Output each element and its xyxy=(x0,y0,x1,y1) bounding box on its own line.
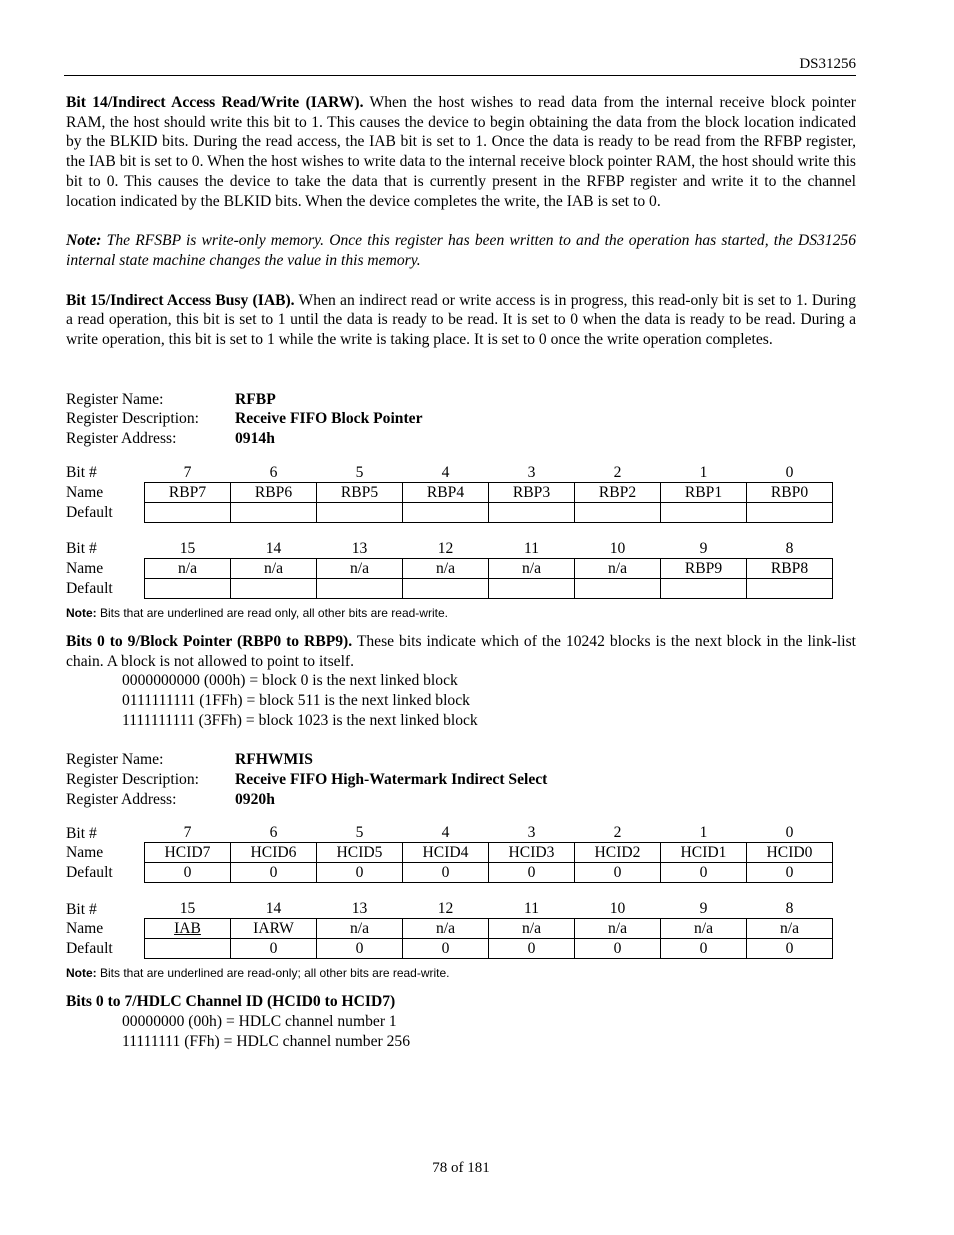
rbp-value: 0000000000 (000h) = block 0 is the next linked block xyxy=(122,672,458,690)
rbp-paragraph xyxy=(66,632,856,671)
bit-name: RBP9 xyxy=(661,558,747,578)
bit-number: 6 xyxy=(269,824,278,842)
bit-default xyxy=(231,502,317,522)
bit-default: 0 xyxy=(231,863,317,883)
rbp-value-list xyxy=(66,671,856,730)
bit-name: n/a xyxy=(747,919,833,939)
bit-number: 2 xyxy=(613,463,622,481)
bit-default xyxy=(231,578,317,598)
content-flow xyxy=(66,93,856,1052)
rfhwmis-low-bits-table xyxy=(66,823,833,883)
bit-default: 0 xyxy=(575,863,661,883)
bit-default: 0 xyxy=(489,939,575,959)
bit-name: RBP6 xyxy=(231,482,317,502)
bit-number: 0 xyxy=(785,463,794,481)
rfbp-register-info xyxy=(66,390,856,449)
header-rule xyxy=(64,75,856,76)
bit-number: 4 xyxy=(441,824,450,842)
note-text: Bits that are underlined are read-only; all other bits are read-write. xyxy=(96,966,450,981)
bit-number: 0 xyxy=(785,824,794,842)
bit-name: RBP3 xyxy=(489,482,575,502)
rfhwmis-register-info xyxy=(66,750,856,809)
bit-number: 2 xyxy=(613,824,622,842)
bit-default: 0 xyxy=(661,939,747,959)
bit-number: 12 xyxy=(437,900,454,918)
bit-number: 1 xyxy=(699,463,708,481)
bit-number: 11 xyxy=(523,900,539,918)
bit-default: 0 xyxy=(747,939,833,959)
bit-default xyxy=(661,578,747,598)
bit-name: HCID7 xyxy=(145,843,231,863)
note-text: Bits that are underlined are read only, all other bits are read-write. xyxy=(96,605,448,620)
default-label: Default xyxy=(66,503,113,521)
bit-name: n/a xyxy=(317,919,403,939)
bit-name: RBP0 xyxy=(747,482,833,502)
rfbp-table-note xyxy=(66,606,856,620)
bit-name: n/a xyxy=(489,558,575,578)
iab-paragraph xyxy=(66,291,856,350)
bit-number: 3 xyxy=(527,824,536,842)
bit-name: IARW xyxy=(231,919,317,939)
rfhwmis-table-note xyxy=(66,966,856,980)
bit-default xyxy=(489,578,575,598)
bit-number: 6 xyxy=(269,463,278,481)
rfsbp-note-label: Note: xyxy=(66,232,102,250)
bit-number: 15 xyxy=(179,900,196,918)
bit-default xyxy=(145,502,231,522)
bit-number: 8 xyxy=(785,539,794,557)
bit-default: 0 xyxy=(145,863,231,883)
bit-number: 13 xyxy=(351,539,368,557)
bit-default: 0 xyxy=(317,939,403,959)
bit-name: RBP7 xyxy=(145,482,231,502)
bit-number: 8 xyxy=(785,900,794,918)
bit-number: 12 xyxy=(437,539,454,557)
bit-number: 1 xyxy=(699,824,708,842)
name-label: Name xyxy=(66,483,104,501)
bit-name: HCID1 xyxy=(661,843,747,863)
bit-default xyxy=(575,502,661,522)
rfhwmis-high-bits-table xyxy=(66,899,833,959)
note-label: Note: xyxy=(66,966,97,981)
hcid-paragraph xyxy=(66,992,856,1012)
bit-name: HCID0 xyxy=(747,843,833,863)
name-label: Name xyxy=(66,559,104,577)
register-name: RFBP xyxy=(235,390,276,408)
bit-default xyxy=(747,578,833,598)
rbp-value: 0111111111 (1FFh) = block 511 is the next linked block xyxy=(122,691,470,709)
hcid-title: Bits 0 to 7/HDLC Channel ID (HCID0 to HCID7) xyxy=(66,993,396,1011)
bit-name: n/a xyxy=(575,558,661,578)
register-address-label: Register Address: xyxy=(66,790,177,808)
iarw-text: When the host wishes to read data from the internal receive block pointer RAM, the host should write this bit to 1. This causes the device to begin obtaining the data from the block location indicated by the BLKID bits. During the read access, the IAB bit is set to 1. Once the data is ready to be read from the RFBP register, the IAB bit is set to 0. When the host wishes to write data to the internal receive block pointer RAM, the host should write this bit to 0. This causes the device to take the data that is currently present in the RFBP register and write it to the channel location indicated by the BLKID bits. When the device completes the write, the IAB is set to 0. xyxy=(66,94,856,210)
bit-default xyxy=(317,578,403,598)
rbp-title: Bits 0 to 9/Block Pointer (RBP0 to RBP9). xyxy=(66,632,353,650)
bit-number: 7 xyxy=(183,463,192,481)
bit-default xyxy=(145,578,231,598)
bit-default xyxy=(403,578,489,598)
iarw-paragraph xyxy=(66,93,856,211)
bit-number: 10 xyxy=(609,539,626,557)
bit-number: 4 xyxy=(441,463,450,481)
bit-name: n/a xyxy=(661,919,747,939)
name-label: Name xyxy=(66,920,104,938)
bit-name: n/a xyxy=(575,919,661,939)
bit-number: 15 xyxy=(179,539,196,557)
register-description: Receive FIFO Block Pointer xyxy=(235,410,423,428)
bit-number: 10 xyxy=(609,900,626,918)
bit-name: RBP4 xyxy=(403,482,489,502)
hcid-value: 00000000 (00h) = HDLC channel number 1 xyxy=(122,1013,397,1031)
bit-name xyxy=(145,919,231,939)
page-number: 78 of 181 xyxy=(432,1160,490,1176)
rfbp-low-bits-table xyxy=(66,463,833,523)
bit-number: 5 xyxy=(355,463,364,481)
bit-name: HCID2 xyxy=(575,843,661,863)
iab-text: When an indirect read or write access is in progress, this read-only bit is set to 1. During a read operation, this bit is set to 1 until the data is ready to be read. It is set to 0 when the data is ready to be read. During a write operation, this bit is set to 1 while the write is taking place. It is set to 0 once the write operation completes. xyxy=(66,291,856,349)
bit-number: 9 xyxy=(699,539,708,557)
register-description-label: Register Description: xyxy=(66,771,199,789)
note-label: Note: xyxy=(66,605,97,620)
bit-number: 13 xyxy=(351,900,368,918)
bit-label: Bit # xyxy=(66,824,97,842)
bit-number: 5 xyxy=(355,824,364,842)
bit-default: 0 xyxy=(489,863,575,883)
bit-name: HCID5 xyxy=(317,843,403,863)
rbp-value: 1111111111 (3FFh) = block 1023 is the next linked block xyxy=(122,711,478,729)
hcid-value-list xyxy=(66,1012,856,1051)
register-address-label: Register Address: xyxy=(66,430,177,448)
register-name-label: Register Name: xyxy=(66,751,164,769)
bit-default xyxy=(317,502,403,522)
rbp-text: These bits indicate which of the 10242 blocks is the next block in the link-list chain. A block is not allowed to point to itself. xyxy=(66,632,856,670)
bit-name: RBP8 xyxy=(747,558,833,578)
bit-default: 0 xyxy=(317,863,403,883)
bit-default xyxy=(747,502,833,522)
bit-default: 0 xyxy=(575,939,661,959)
iarw-title: Bit 14/Indirect Access Read/Write (IARW). xyxy=(66,94,364,111)
register-name-label: Register Name: xyxy=(66,390,164,408)
register-name: RFHWMIS xyxy=(235,751,313,769)
bit-label: Bit # xyxy=(66,540,97,558)
bit-name: RBP5 xyxy=(317,482,403,502)
bit-number: 7 xyxy=(183,824,192,842)
default-label: Default xyxy=(66,940,113,958)
default-label: Default xyxy=(66,864,113,882)
register-description: Receive FIFO High-Watermark Indirect Select xyxy=(235,771,548,789)
name-label: Name xyxy=(66,844,104,862)
bit-name: HCID6 xyxy=(231,843,317,863)
bit-name: HCID4 xyxy=(403,843,489,863)
bit-default: 0 xyxy=(661,863,747,883)
bit-name: RBP1 xyxy=(661,482,747,502)
rfsbp-note-text: The RFSBP is write-only memory. Once this register has been written to and the operation has started, the DS31256 internal state machine changes the value in this memory. xyxy=(66,232,856,269)
register-description-label: Register Description: xyxy=(66,410,199,428)
bit-default xyxy=(145,939,231,959)
register-address: 0914h xyxy=(235,430,275,448)
bit-number: 11 xyxy=(523,539,539,557)
bit-name: n/a xyxy=(403,919,489,939)
bit-default: 0 xyxy=(231,939,317,959)
bit-default: 0 xyxy=(403,863,489,883)
bit-default xyxy=(661,502,747,522)
iab-title: Bit 15/Indirect Access Busy (IAB). xyxy=(66,291,295,309)
document-id: DS31256 xyxy=(799,56,856,72)
bit-name: n/a xyxy=(489,919,575,939)
bit-default: 0 xyxy=(747,863,833,883)
bit-number: 3 xyxy=(527,463,536,481)
bit-label: Bit # xyxy=(66,900,97,918)
bit-name: n/a xyxy=(231,558,317,578)
hcid-value: 11111111 (FFh) = HDLC channel number 256 xyxy=(122,1032,410,1050)
default-label: Default xyxy=(66,579,113,597)
bit-number: 14 xyxy=(265,539,282,557)
bit-label: Bit # xyxy=(66,464,97,482)
rfsbp-note xyxy=(66,231,856,270)
bit-default: 0 xyxy=(403,939,489,959)
bit-name-underlined: IAB xyxy=(174,920,201,938)
bit-default xyxy=(403,502,489,522)
bit-name: RBP2 xyxy=(575,482,661,502)
bit-default xyxy=(489,502,575,522)
rfbp-high-bits-table xyxy=(66,539,833,599)
register-address: 0920h xyxy=(235,790,275,808)
bit-default xyxy=(575,578,661,598)
bit-name: n/a xyxy=(317,558,403,578)
bit-number: 9 xyxy=(699,900,708,918)
bit-name: n/a xyxy=(403,558,489,578)
bit-number: 14 xyxy=(265,900,282,918)
bit-name: n/a xyxy=(145,558,231,578)
bit-name: HCID3 xyxy=(489,843,575,863)
